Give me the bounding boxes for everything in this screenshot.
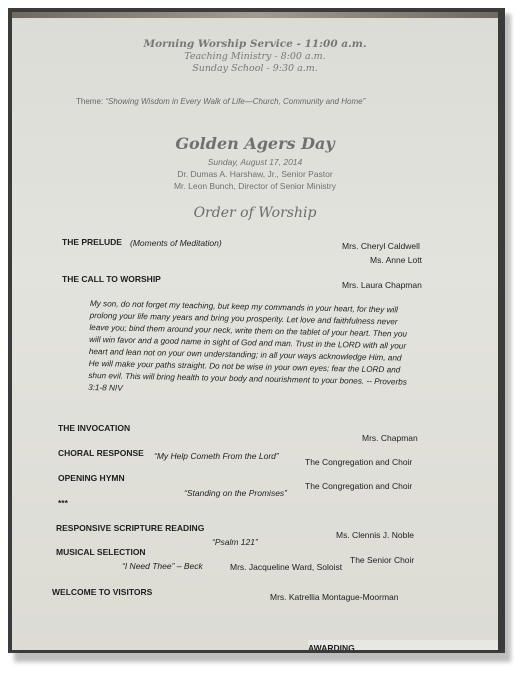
theme-text: “Showing Wisdom in Every Walk of Life—Church, Community and Home”	[105, 97, 366, 106]
theme-line	[76, 97, 365, 106]
call-to-worship-person: Mrs. Laura Chapman	[342, 280, 422, 290]
prelude-label: THE PRELUDE	[62, 237, 122, 247]
musical-selection-desc: “I Need Thee” – Beck	[122, 561, 203, 571]
senior-ministry-director: Mr. Leon Bunch, Director of Senior Ministry	[173, 181, 337, 191]
responsive-reading-desc: “Psalm 121”	[212, 537, 258, 547]
senior-pastor: Dr. Dumas A. Harshaw, Jr., Senior Pastor	[177, 169, 333, 179]
responsive-reading-person: Ms. Clennis J. Noble	[336, 530, 414, 540]
section-divider-stars: ***	[58, 498, 68, 508]
event-title: Golden Agers Day	[175, 134, 335, 153]
prelude-desc: (Moments of Meditation)	[130, 238, 222, 248]
opening-hymn-desc: “Standing on the Promises”	[184, 488, 287, 498]
invocation-label: THE INVOCATION	[58, 423, 131, 433]
musical-selection-choir: The Senior Choir	[350, 555, 415, 565]
awarding-label: AWARDING	[308, 643, 355, 650]
next-page-edge	[308, 640, 498, 650]
teaching-time: Teaching Ministry - 8:00 a.m.	[184, 51, 326, 62]
musical-selection-label: MUSICAL SELECTION	[56, 547, 146, 557]
sunday-school-time: Sunday School - 9:30 a.m.	[192, 63, 318, 74]
prelude-person-1: Mrs. Cheryl Caldwell	[342, 241, 420, 251]
table-edge	[12, 12, 498, 18]
scripture-text: My son, do not forget my teaching, but keep my commands in your heart, for they will prolong your life many years and bring you prosperity. Let love and faithfulness never leave you; bind them around your neck, write them on the tablet of your heart. Then you will win favor and a good name in sight of God and man. Trust in the LORD with all your heart and lean not on your own understanding; in all your ways acknowledge Him, and He will make your paths straight. Do not be wise in your own eyes; fear the LORD and shun evil. This will bring health to your body and nourishment to your bones. -- Proverbs 3:1-8 NIV	[88, 298, 408, 393]
welcome-visitors-person: Mrs. Katrellia Montague-Moorman	[270, 592, 399, 602]
responsive-reading-label: RESPONSIVE SCRIPTURE READING	[56, 523, 205, 533]
invocation-person: Mrs. Chapman	[362, 433, 418, 443]
welcome-visitors-label: WELCOME TO VISITORS	[52, 587, 153, 597]
call-to-worship-label: THE CALL TO WORSHIP	[62, 274, 161, 284]
choral-response-desc: “My Help Cometh From the Lord”	[154, 451, 279, 461]
service-time: Morning Worship Service - 11:00 a.m.	[143, 38, 367, 50]
opening-hymn-person: The Congregation and Choir	[305, 481, 413, 491]
musical-selection-soloist: Mrs. Jacqueline Ward, Soloist	[230, 562, 343, 572]
event-date: Sunday, August 17, 2014	[207, 157, 303, 167]
scripture-passage	[88, 298, 410, 401]
choral-response-person: The Congregation and Choir	[305, 457, 413, 467]
order-of-worship-title: Order of Worship	[193, 205, 317, 221]
choral-response-label: CHORAL RESPONSE	[58, 448, 144, 458]
opening-hymn-label: OPENING HYMN	[58, 473, 125, 483]
program-page	[12, 12, 498, 650]
prelude-person-2: Ms. Anne Lott	[370, 255, 422, 265]
theme-label: Theme:	[76, 97, 104, 106]
